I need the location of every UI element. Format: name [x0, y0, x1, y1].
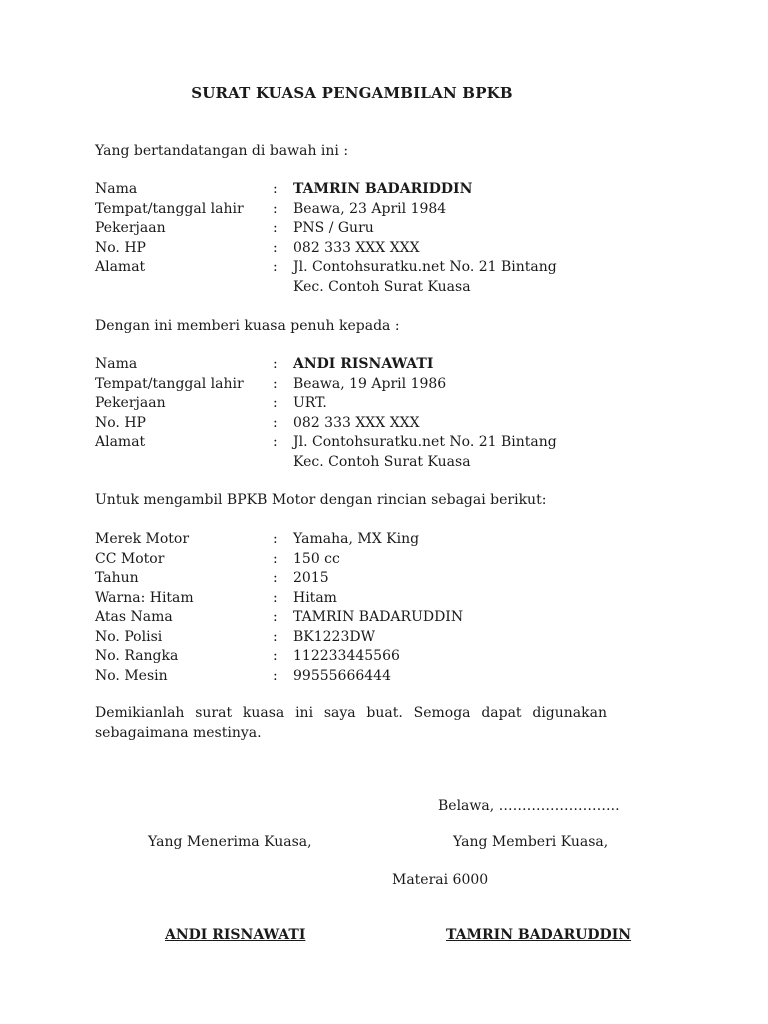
field-label: Warna: Hitam [95, 589, 194, 606]
field-value: Jl. Contohsuratku.net No. 21 Bintang [293, 259, 557, 275]
field-label: No. HP [95, 239, 146, 256]
kuasa-intro-text: Dengan ini memberi kuasa penuh kepada : [95, 318, 400, 334]
field-separator: : [273, 609, 278, 625]
field-value: Yamaha, MX King [293, 531, 420, 547]
field-row [95, 433, 655, 453]
field-label: Atas Nama [95, 609, 173, 625]
intro-text: Yang bertandatangan di bawah ini : [95, 143, 349, 159]
field-label: Tempat/tanggal lahir [95, 200, 244, 217]
field-separator: : [273, 648, 278, 664]
field-label: Pekerjaan [95, 220, 166, 236]
field-separator: : [273, 570, 278, 586]
field-separator: : [273, 239, 278, 256]
field-label: Tahun [95, 570, 139, 586]
field-label: No. HP [95, 414, 146, 431]
field-label: Merek Motor [95, 531, 190, 547]
field-label: No. Polisi [95, 628, 163, 645]
field-row [95, 569, 655, 589]
field-value: Hitam [293, 589, 337, 606]
field-value: Jl. Contohsuratku.net No. 21 Bintang [293, 434, 557, 450]
field-value: 99555666444 [293, 667, 391, 684]
field-label: No. Mesin [95, 667, 168, 684]
field-separator: : [273, 356, 278, 372]
field-value: Kec. Contoh Surat Kuasa [293, 453, 471, 470]
field-row [95, 550, 655, 570]
field-row [95, 394, 655, 414]
field-value: ANDI RISNAWATI [293, 356, 434, 372]
field-row [95, 278, 655, 298]
field-label: Pekerjaan [95, 395, 166, 411]
field-value: Kec. Contoh Surat Kuasa [293, 278, 471, 295]
field-row [95, 667, 655, 687]
field-row [95, 453, 655, 473]
field-separator: : [273, 667, 278, 684]
field-label: Alamat [95, 259, 146, 275]
field-value: PNS / Guru [293, 220, 374, 236]
motor-details-table [95, 530, 655, 686]
field-separator: : [273, 220, 278, 236]
pemberi-kuasa-label: Yang Memberi Kuasa, [453, 834, 609, 850]
field-separator: : [273, 395, 278, 411]
field-label: Nama [95, 356, 138, 372]
field-row [95, 375, 655, 395]
field-value: URT. [293, 395, 327, 411]
field-value: 2015 [293, 570, 329, 586]
place-date: Belawa, …………………….. [438, 798, 620, 814]
field-row [95, 219, 655, 239]
field-separator: : [273, 414, 278, 431]
field-value: TAMRIN BADARIDDIN [293, 181, 473, 197]
penerima-kuasa-table [95, 355, 655, 472]
letter-title: SURAT KUASA PENGAMBILAN BPKB [191, 84, 513, 102]
materai-label: Materai 6000 [392, 872, 489, 888]
field-row [95, 239, 655, 259]
field-value: 150 cc [293, 550, 340, 567]
field-separator: : [273, 259, 278, 275]
field-label: Alamat [95, 434, 146, 450]
field-label: No. Rangka [95, 648, 179, 664]
field-separator: : [273, 375, 278, 392]
field-row [95, 647, 655, 667]
field-row [95, 414, 655, 434]
field-row [95, 608, 655, 628]
field-value: TAMRIN BADARUDDIN [293, 609, 464, 625]
penerima-kuasa-label: Yang Menerima Kuasa, [148, 834, 312, 850]
field-separator: : [273, 531, 278, 547]
field-value: Beawa, 23 April 1984 [293, 200, 447, 217]
field-value: 082 333 XXX XXX [293, 414, 420, 431]
field-row [95, 200, 655, 220]
field-row [95, 355, 655, 375]
pemberi-signature-name: TAMRIN BADARUDDIN [446, 927, 632, 943]
field-value: BK1223DW [293, 628, 375, 645]
field-separator: : [273, 628, 278, 645]
field-label: Tempat/tanggal lahir [95, 375, 244, 392]
field-label: CC Motor [95, 550, 165, 567]
field-separator: : [273, 181, 278, 197]
tujuan-text: Untuk mengambil BPKB Motor dengan rincian sebagai berikut: [95, 492, 547, 508]
pemberi-kuasa-table [95, 180, 655, 297]
field-separator: : [273, 434, 278, 450]
field-row [95, 258, 655, 278]
field-value: Beawa, 19 April 1986 [293, 375, 447, 392]
field-label: Nama [95, 181, 138, 197]
field-separator: : [273, 550, 278, 567]
field-separator: : [273, 589, 278, 606]
field-separator: : [273, 200, 278, 217]
field-row [95, 180, 655, 200]
field-row [95, 530, 655, 550]
field-value: 082 333 XXX XXX [293, 239, 420, 256]
closing-paragraph: Demikianlah surat kuasa ini saya buat. Semoga dapat digunakan sebagaimana mestinya. [95, 705, 607, 741]
field-row [95, 628, 655, 648]
field-row [95, 589, 655, 609]
field-value: 112233445566 [293, 648, 400, 664]
penerima-signature-name: ANDI RISNAWATI [165, 927, 306, 943]
